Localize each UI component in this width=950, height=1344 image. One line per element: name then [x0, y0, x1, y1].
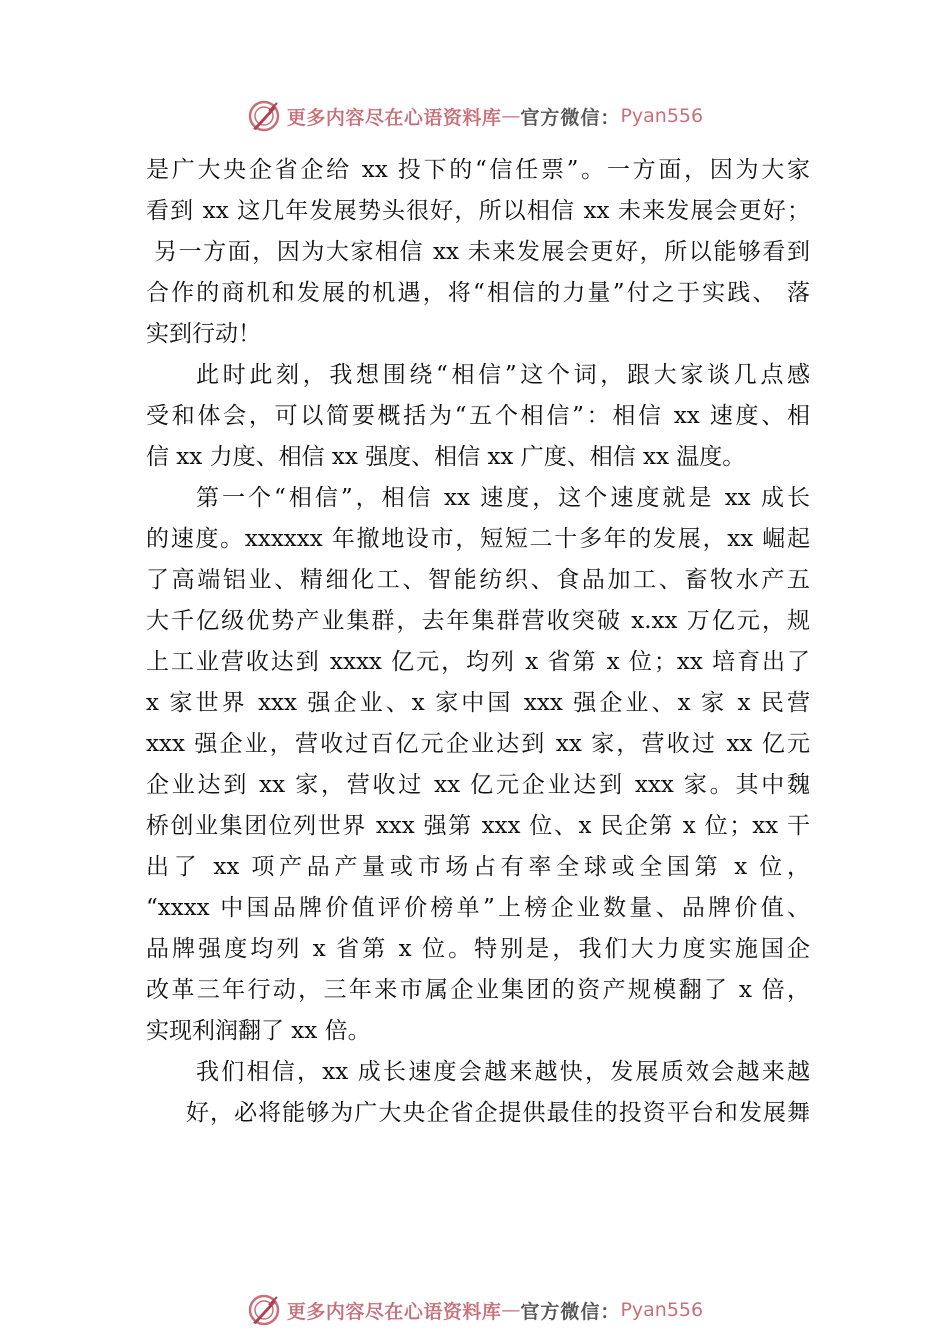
watermark-text: 更多内容尽在心语资料库 [286, 106, 502, 129]
quill-logo-icon [247, 1293, 281, 1327]
text-line: 企业达到 xx 家，营收过 xx 亿元企业达到 xxx 家。其中魏 [146, 772, 810, 798]
text-line: 信 xx 力度、相信 xx 强度、相信 xx 广度、相信 xx 温度。 [146, 444, 746, 470]
text-line: 桥创业集团位列世界 xxx 强第 xxx 位、x 民企第 x 位；xx 干 [146, 813, 810, 839]
text-line: 的速度。xxxxxx 年撤地设市，短短二十多年的发展，xx 崛起 [146, 526, 810, 552]
text-line: 合作的商机和发展的机遇，将“相信的力量”付之于实践、 落 [146, 280, 810, 306]
text-line: 实现利润翻了 xx 倍。 [146, 1018, 371, 1044]
text-line: x 家世界 xxx 强企业、x 家中国 xxx 强企业、x 家 x 民营 [146, 690, 810, 716]
watermark-id: Pyan556 [620, 105, 704, 127]
quill-logo-icon [247, 99, 281, 133]
watermark-label: 官方微信： [520, 1300, 621, 1323]
text-line: 此时此刻，我想围绕“相信”这个词，跟大家谈几点感 [196, 362, 810, 388]
watermark-text: 更多内容尽在心语资料库 [286, 1300, 502, 1323]
text-line: 看到 xx 这几年发展势头很好，所以相信 xx 未来发展会更好； [146, 198, 810, 224]
text-line: 品牌强度均列 x 省第 x 位。特别是，我们大力度实施国企 [146, 936, 810, 962]
text-line: xxx 强企业，营收过百亿元企业达到 xx 家，营收过 xx 亿元 [146, 731, 810, 757]
text-line: 实到行动！ [146, 321, 261, 347]
watermark-label: 官方微信： [520, 106, 621, 129]
text-line: 出了 xx 项产品产量或市场占有率全球或全国第 x 位， [146, 854, 810, 880]
text-line: “xxxx 中国品牌价值评价榜单”上榜企业数量、品牌价值、 [146, 895, 810, 921]
text-line: 上工业营收达到 xxxx 亿元，均列 x 省第 x 位；xx 培育出了 [146, 649, 810, 675]
text-line: 好，必将能够为广大央企省企提供最佳的投资平台和发展舞 [186, 1100, 810, 1126]
watermark-dash: — [501, 1299, 521, 1321]
document-body [146, 150, 810, 1134]
text-line: 改革三年行动，三年来市属企业集团的资产规模翻了 x 倍， [146, 977, 810, 1003]
text-line: 受和体会，可以简要概括为“五个相信”：相信 xx 速度、相 [146, 403, 810, 429]
watermark-id: Pyan556 [620, 1299, 704, 1321]
text-line: 是广大央企省企给 xx 投下的“信任票”。一方面，因为大家 [146, 157, 810, 183]
paragraph-3 [146, 478, 810, 1052]
paragraph-2 [146, 355, 810, 478]
watermark-dash: — [501, 105, 521, 127]
text-line: 大千亿级优势产业集群，去年集群营收突破 x.xx 万亿元，规 [146, 608, 810, 634]
text-line: 我们相信，xx 成长速度会越来越快，发展质效会越来越 [196, 1059, 810, 1085]
text-line: 另一方面，因为大家相信 xx 未来发展会更好，所以能够看到 [154, 239, 810, 265]
text-line: 第一个“相信”，相信 xx 速度，这个速度就是 xx 成长 [196, 485, 810, 511]
paragraph-4 [146, 1052, 810, 1134]
footer-watermark [0, 1290, 950, 1330]
header-watermark [0, 96, 950, 136]
text-line: 了高端铝业、精细化工、智能纺织、食品加工、畜牧水产五 [146, 567, 810, 593]
paragraph-1 [146, 150, 810, 355]
